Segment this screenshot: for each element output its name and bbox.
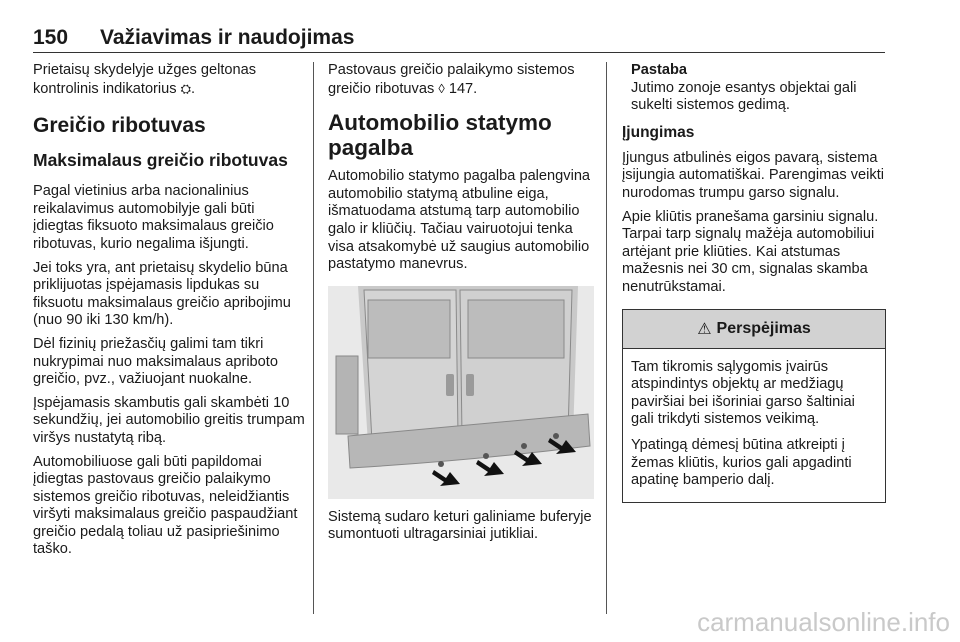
note-text: Jutimo zonoje esantys objektai gali sukelti sistemos gedimą.	[631, 79, 857, 114]
parking-sensors-illustration	[328, 286, 594, 499]
warning-body	[623, 349, 885, 502]
figure-caption: Sistemą sudaro keturi galiniame buferyje sumontuoti ultragarsiniai jutikliai.	[328, 508, 592, 543]
paragraph: Įspėjamasis skambutis gali skambėti 10 sekundžių, jei automobilio greitis trumpam viršys nustatytą ribą.	[33, 394, 305, 446]
speed-limiter-indicator-icon: ⛭	[180, 80, 192, 96]
paragraph: Pagal vietinius arba nacionalinius reikalavimus automobilyje gali būti įdiegtas fiksuoto maksimalaus greičio ribotuvas, kurio negalima išjungti.	[33, 183, 274, 252]
warning-triangle-icon: ⚠	[697, 320, 712, 338]
page-reference-arrow-icon: ◊	[438, 80, 445, 96]
warning-box	[622, 309, 886, 503]
cross-reference: Pastovaus greičio palaikymo sistemos greičio ribotuvas ◊ 147.	[328, 62, 575, 97]
warning-paragraph: Ypatingą dėmesį būtina atkreipti į žemas kliūtis, kurios gali apgadinti apatinę bamperio dalį.	[631, 436, 852, 489]
paragraph: Dėl fizinių priežasčių galimi tam tikri nukrypimai nuo maksimalaus apriboto greičio, pvz., važiuojant nuokalne.	[33, 335, 278, 388]
note-box	[631, 62, 887, 115]
intro-paragraph: Prietaisų skydelyje užges geltonas kontrolinis indikatorius ⛭.	[33, 62, 257, 97]
sensor-dot	[521, 443, 527, 449]
paragraph: Apie kliūtis pranešama garsiniu signalu. Tarpai tarp signalų mažėja automobiliui artėjant prie kliūties. Kai atstumas mažesnis nei 30 cm, signalas skamba nenutrūkstamai.	[622, 208, 879, 295]
warning-paragraph: Tam tikromis sąlygomis įvairūs atspindintys objektų ar medžiagų paviršiai bei išoriniai garso šaltiniai gali trikdyti sistemos veikimą.	[631, 358, 855, 428]
sensor-dot	[438, 461, 444, 467]
paragraph: Automobilio statymo pagalba palengvina automobilio statymą atbuline eiga, išmatuodama atstumą tarp automobilio galo ir kliūčių. Tačiau vairuotojui tenka visa atsakomybė už saugius automobilio pastatymo manevrus.	[328, 168, 591, 273]
heading-parking-assist: Automobilio statymo pagalba	[328, 110, 552, 161]
paragraph: Jei toks yra, ant prietaisų skydelio būna priklijuotas įspėjamasis lipdukas su fiksuotu maksimalaus greičio apribojimu (nuo 90 iki 130 km/h).	[33, 259, 291, 329]
note-title: Pastaba	[631, 62, 687, 78]
paragraph: Įjungus atbulinės eigos pavarą, sistema įsijungia automatiškai. Parengimas veikti nurodomas trumpu garso signalu.	[622, 149, 884, 201]
page-number: 150	[33, 26, 69, 49]
column-3	[622, 62, 887, 503]
header-rule	[33, 52, 885, 53]
heading-speed-limiter: Greičio ribotuvas	[33, 114, 206, 138]
watermark: carmanualsonline.info	[697, 607, 950, 637]
warning-header	[623, 310, 885, 349]
heading-activation: Įjungimas	[622, 123, 695, 141]
section-title: Važiavimas ir naudojimas	[100, 26, 355, 49]
column-divider-2	[606, 62, 607, 614]
sensor-dot	[483, 453, 489, 459]
sensor-dot	[553, 433, 559, 439]
column-2	[328, 62, 594, 550]
column-divider-1	[313, 62, 314, 614]
paragraph: Automobiliuose gali būti papildomai įdiegtas pastovaus greičio palaikymo sistemos greičio ribotuvas, neleidžiantis viršyti maksimalaus greičio paspaudžiant greičio pedalą toliau už pasipriešinimo taško.	[33, 453, 298, 558]
warning-title: Perspėjimas	[716, 319, 811, 337]
page-header	[33, 26, 885, 54]
column-1	[33, 62, 305, 565]
reference-page: 147.	[448, 80, 478, 97]
subheading-max-speed-limiter: Maksimalaus greičio ribotuvas	[33, 150, 288, 171]
